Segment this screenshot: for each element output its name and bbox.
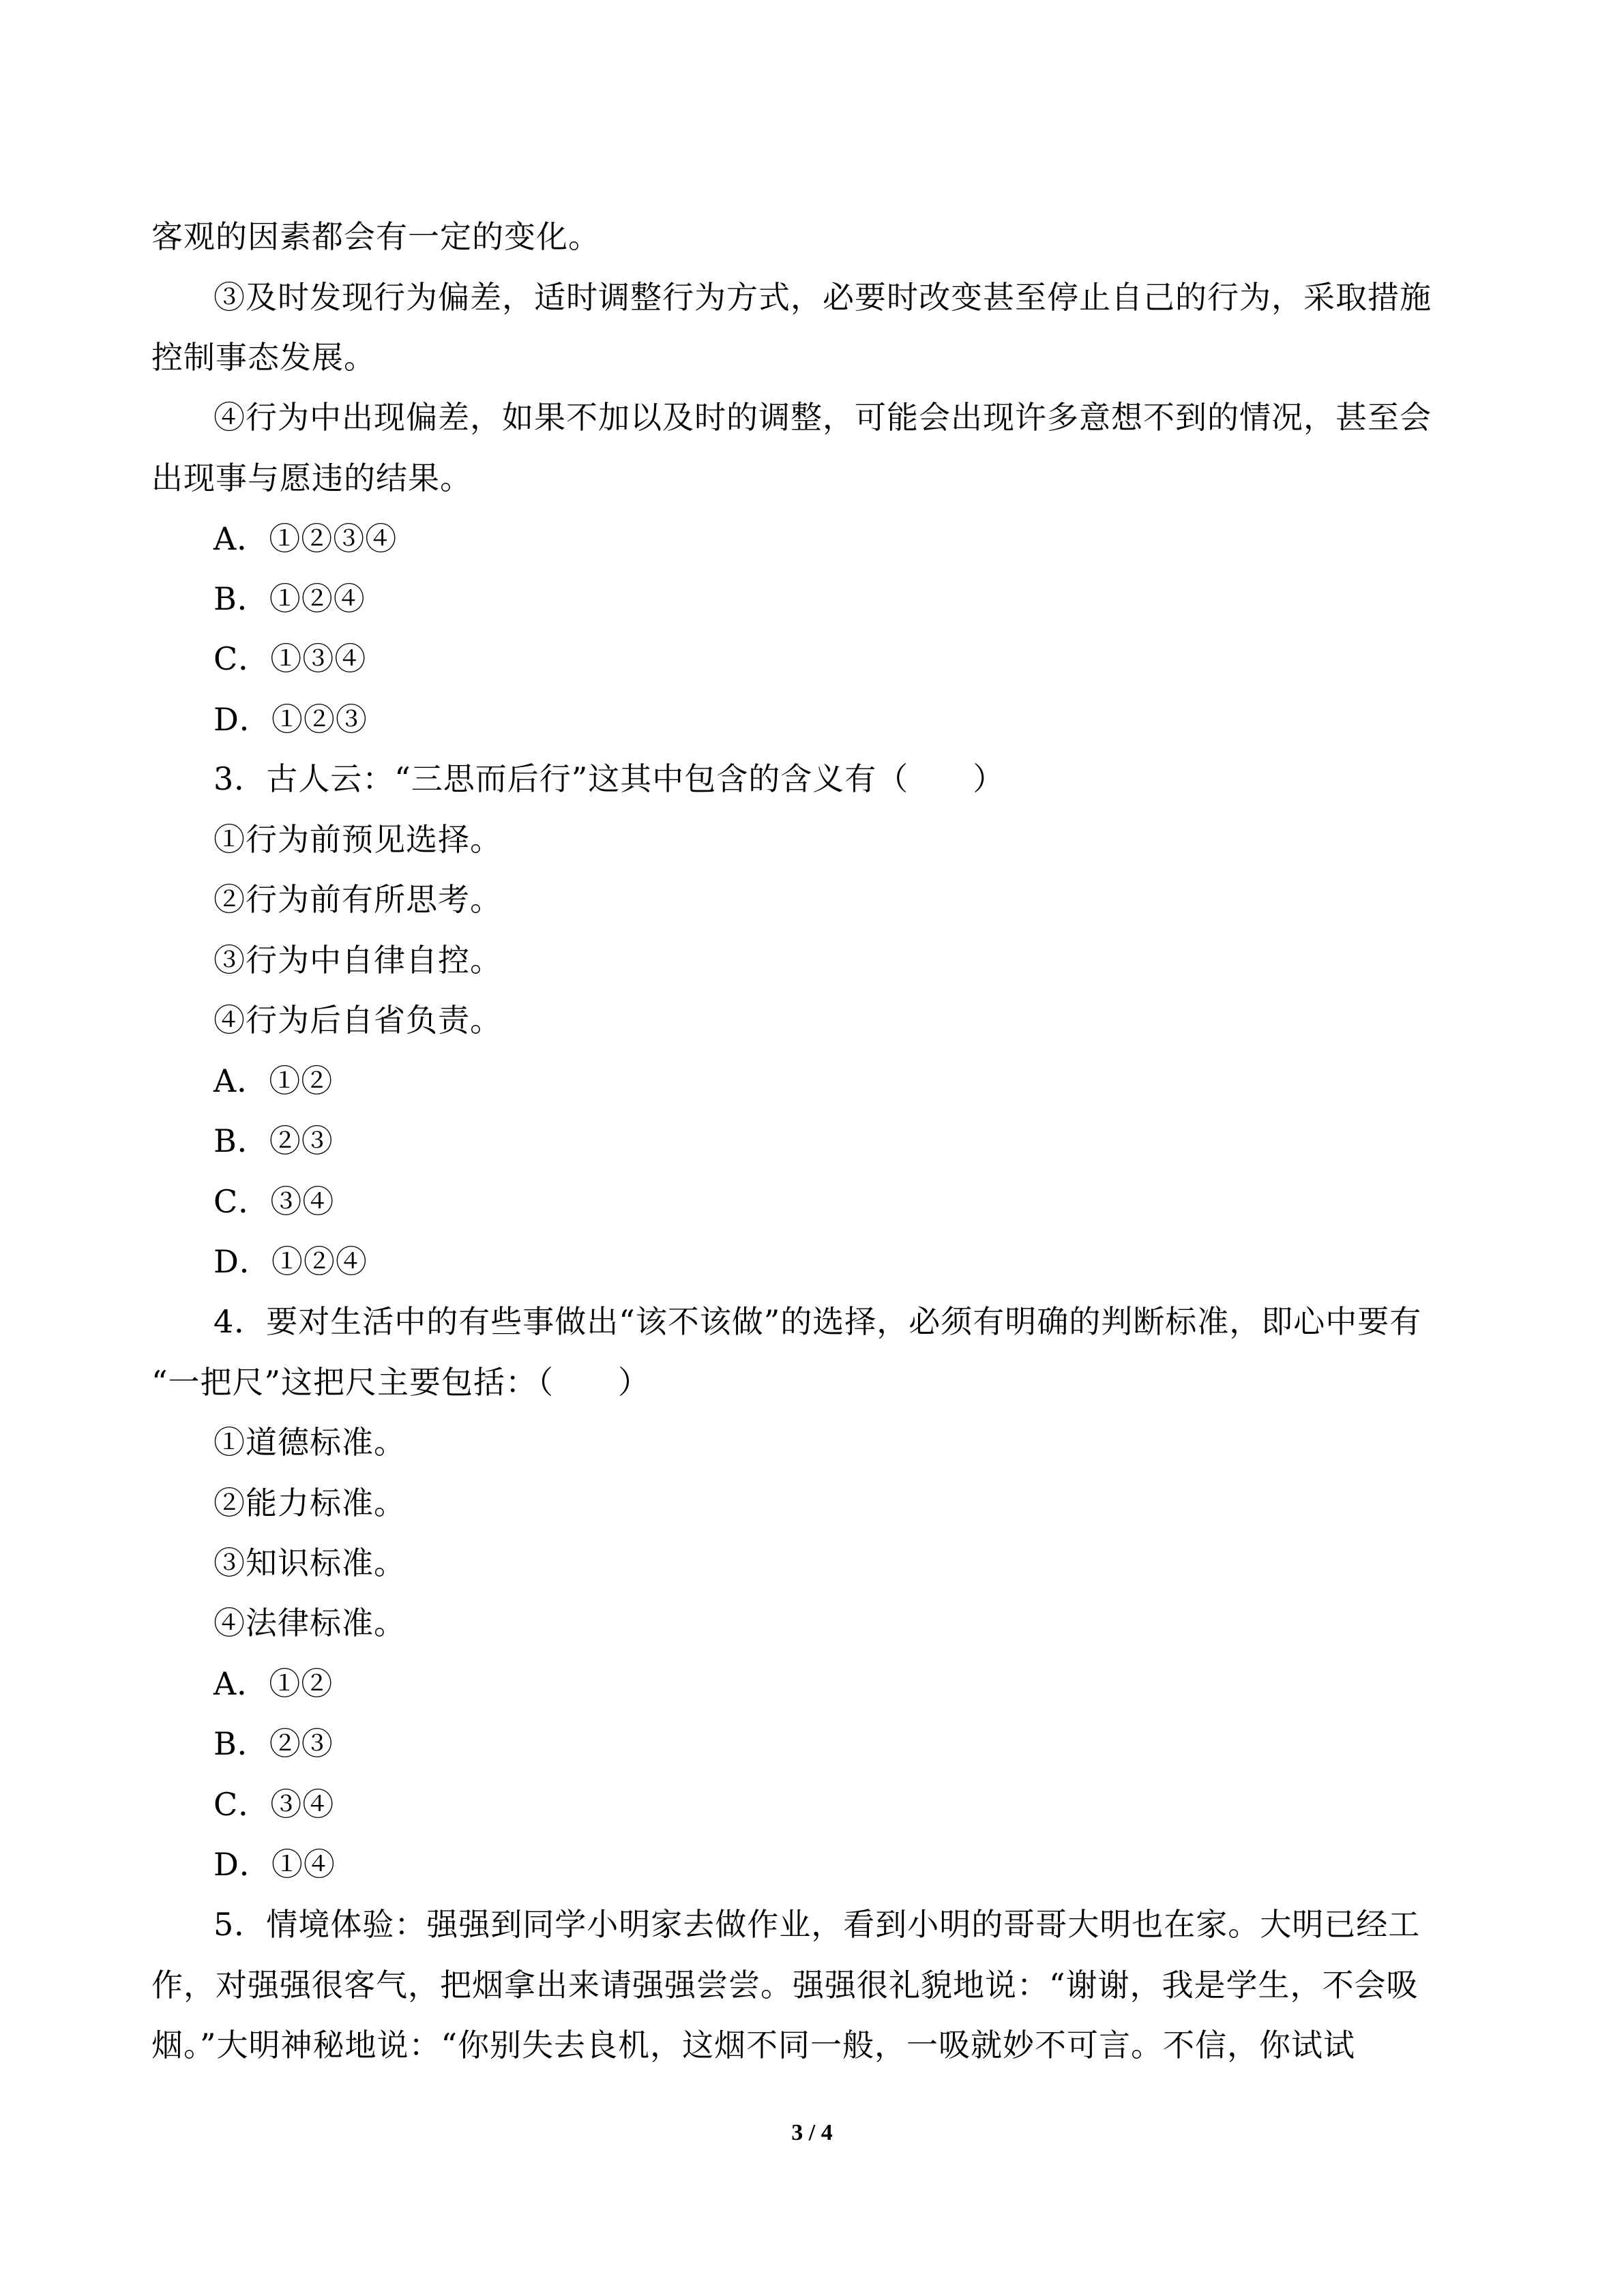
option-a: A．①② xyxy=(213,1665,334,1702)
option-b: B．②③ xyxy=(213,1725,334,1762)
option-c: C．③④ xyxy=(213,1183,335,1220)
statement-1: ①行为前预见选择。 xyxy=(213,821,502,858)
option-a: A．①②③④ xyxy=(213,520,398,557)
option-b: B．②③ xyxy=(213,1122,334,1159)
page-number: 3 / 4 xyxy=(791,2120,833,2145)
text-line: “一把尺”这把尺主要包括：（ ） xyxy=(151,1364,651,1401)
option-d: D．①②④ xyxy=(213,1243,368,1280)
statement-3: ③知识标准。 xyxy=(213,1545,406,1581)
question-3: 3．古人云：“三思而后行”这其中包含的含义有（ ） xyxy=(213,760,1005,797)
text-line: ③及时发现行为偏差，适时调整行为方式，必要时改变甚至停止自己的行为，采取措施 xyxy=(213,279,1432,316)
question-4: 4．要对生活中的有些事做出“该不该做”的选择，必须有明确的判断标准，即心中要有 xyxy=(213,1303,1422,1340)
text-line: 作，对强强很客气，把烟拿出来请强强尝尝。强强很礼貌地说：“谢谢，我是学生，不会吸 xyxy=(151,1967,1419,2003)
text-line: ④行为中出现偏差，如果不加以及时的调整，可能会出现许多意想不到的情况，甚至会 xyxy=(213,399,1432,436)
option-d: D．①②③ xyxy=(213,701,368,738)
option-a: A．①② xyxy=(213,1062,334,1099)
text-line: 控制事态发展。 xyxy=(151,339,376,376)
statement-4: ④法律标准。 xyxy=(213,1605,406,1641)
statement-2: ②行为前有所思考。 xyxy=(213,881,502,918)
statement-1: ①道德标准。 xyxy=(213,1424,406,1461)
question-5: 5．情境体验：强强到同学小明家去做作业，看到小明的哥哥大明也在家。大明已经工 xyxy=(213,1906,1421,1943)
statement-4: ④行为后自省负责。 xyxy=(213,1002,502,1039)
statement-3: ③行为中自律自控。 xyxy=(213,942,502,979)
option-c: C．①③④ xyxy=(213,640,367,677)
option-d: D．①④ xyxy=(213,1846,336,1883)
text-line: 烟。”大明神秘地说：“你别失去良机，这烟不同一般，一吸就妙不可言。不信，你试试 xyxy=(151,2027,1356,2063)
text-line: 出现事与愿违的结果。 xyxy=(151,460,472,496)
statement-2: ②能力标准。 xyxy=(213,1485,406,1521)
text-line: 客观的因素都会有一定的变化。 xyxy=(151,218,600,255)
option-c: C．③④ xyxy=(213,1786,335,1823)
option-b: B．①②④ xyxy=(213,580,366,617)
